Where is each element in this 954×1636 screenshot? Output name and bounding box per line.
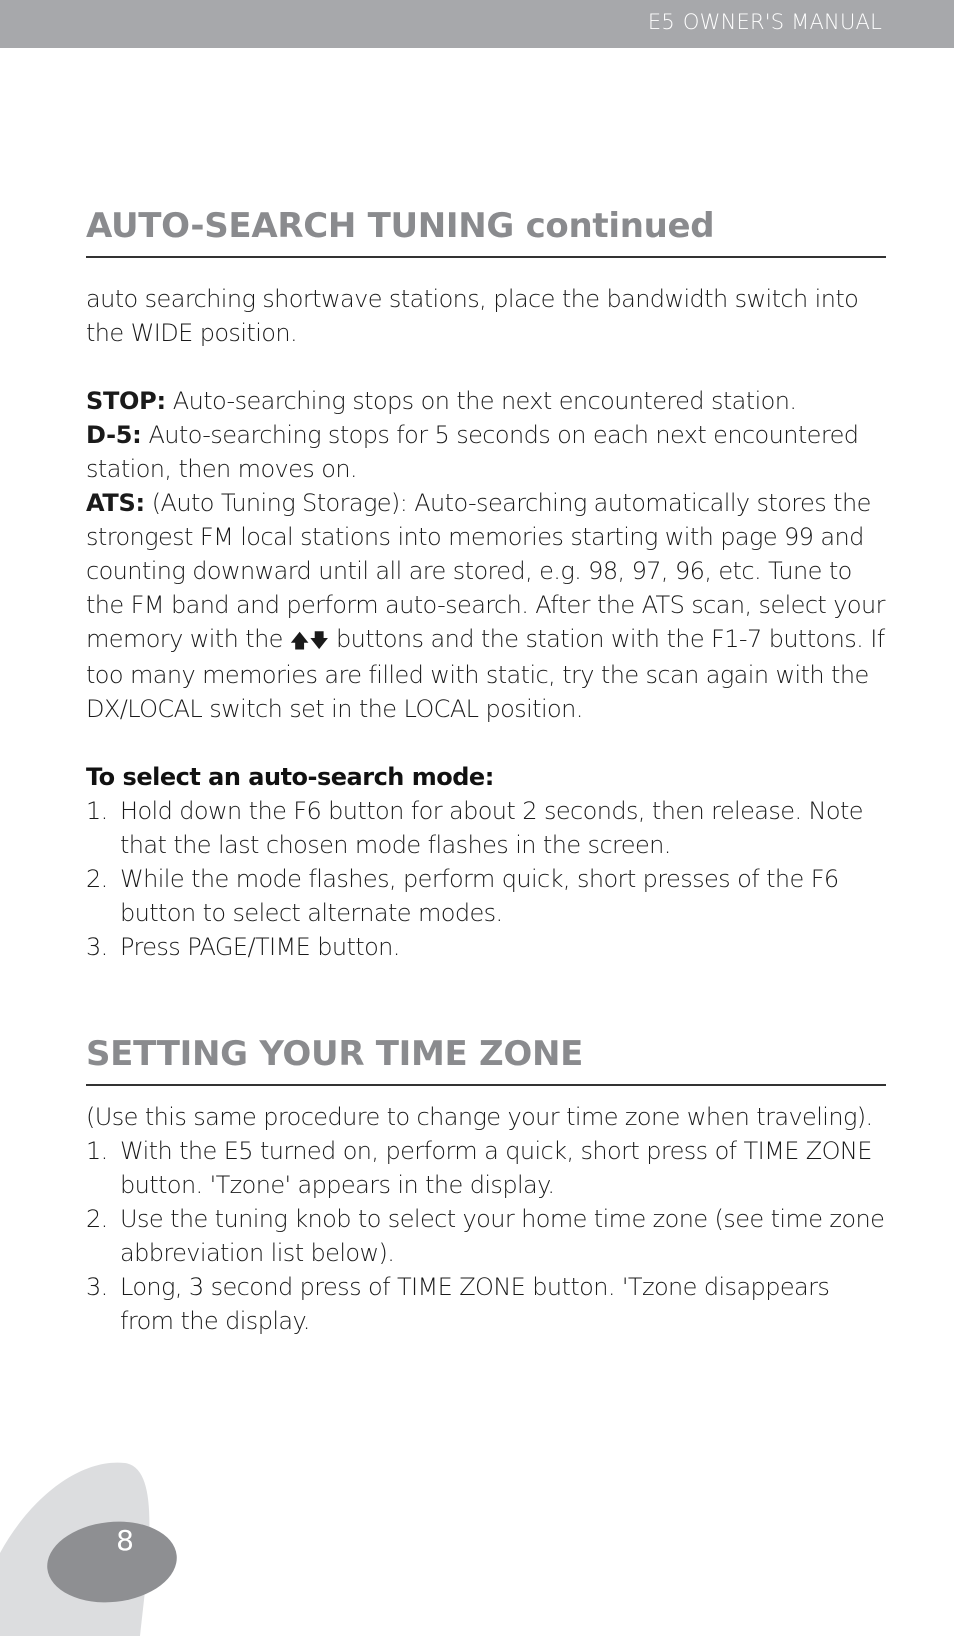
header-bar <box>0 0 954 48</box>
title-divider <box>86 256 886 258</box>
step-text: Press PAGE/TIME button. <box>120 933 400 961</box>
list-item <box>86 1134 886 1202</box>
header-title <box>648 10 882 34</box>
intro-paragraph: auto searching shortwave stations, place the bandwidth switch into the WIDE position. <box>86 285 859 347</box>
step-text: While the mode flashes, perform quick, short presses of the F6 button to select alternate modes. <box>120 865 839 927</box>
section-title: SETTING YOUR TIME ZONE <box>86 1034 584 1074</box>
stop-text: Auto-searching stops on the next encountered station. <box>165 387 797 415</box>
header-manual-title: OWNER'S MANUAL <box>682 10 882 34</box>
step-number: 1. <box>86 1137 108 1165</box>
section-time-zone-body <box>86 1100 886 1338</box>
step-number: 2. <box>86 865 108 893</box>
step-number: 3. <box>86 1273 108 1301</box>
list-item <box>86 1202 886 1270</box>
ats-text-after: buttons and the station with the F1-7 buttons. If too many memories are filled with static, try the scan again with the DX/LOCAL switch set in the LOCAL position. <box>86 625 885 723</box>
up-down-arrows-icon: 🡅🡇 <box>289 630 329 652</box>
page-corner-shape <box>0 1458 180 1636</box>
list-item <box>86 930 886 964</box>
section-title: AUTO-SEARCH TUNING continued <box>86 206 715 246</box>
section-time-zone <box>86 1034 886 1086</box>
time-zone-steps <box>86 1134 886 1338</box>
step-text: Long, 3 second press of TIME ZONE button. 'Tzone disappears from the display. <box>120 1273 830 1335</box>
auto-search-steps <box>86 794 886 964</box>
section-auto-search-body <box>86 282 886 964</box>
title-divider <box>86 1084 886 1086</box>
ats-paragraph <box>86 486 886 726</box>
step-number: 1. <box>86 797 108 825</box>
stop-label: STOP: <box>86 387 166 415</box>
step-number: 2. <box>86 1205 108 1233</box>
list-item <box>86 862 886 930</box>
intro-paragraph: (Use this same procedure to change your time zone when traveling). <box>86 1103 873 1131</box>
ats-label: ATS: <box>86 489 145 517</box>
step-text: Use the tuning knob to select your home time zone (see time zone abbreviation list below). <box>120 1205 885 1267</box>
section-auto-search <box>86 206 886 258</box>
page-number: 8 <box>116 1524 134 1557</box>
ats-text-before: (Auto Tuning Storage): Auto-searching automatically stores the strongest FM local stations into memories starting with page 99 and counting downward until all are stored, e.g. 98, 97, 96, etc. Tune to the FM band and perform auto-search. After the ATS scan, select your memory with the <box>86 489 885 653</box>
step-text: With the E5 turned on, perform a quick, short press of TIME ZONE button. 'Tzone' appears in the display. <box>120 1137 872 1199</box>
step-text: Hold down the F6 button for about 2 seconds, then release. Note that the last chosen mode flashes in the screen. <box>120 797 863 859</box>
step-number: 3. <box>86 933 108 961</box>
list-item <box>86 794 886 862</box>
header-model: E5 <box>647 10 675 34</box>
d5-paragraph <box>86 418 886 486</box>
list-item <box>86 1270 886 1338</box>
stop-paragraph <box>86 384 886 418</box>
d5-label: D-5: <box>86 421 142 449</box>
steps-heading: To select an auto-search mode: <box>86 763 494 791</box>
d5-text: Auto-searching stops for 5 seconds on each next encountered station, then moves on. <box>86 421 859 483</box>
